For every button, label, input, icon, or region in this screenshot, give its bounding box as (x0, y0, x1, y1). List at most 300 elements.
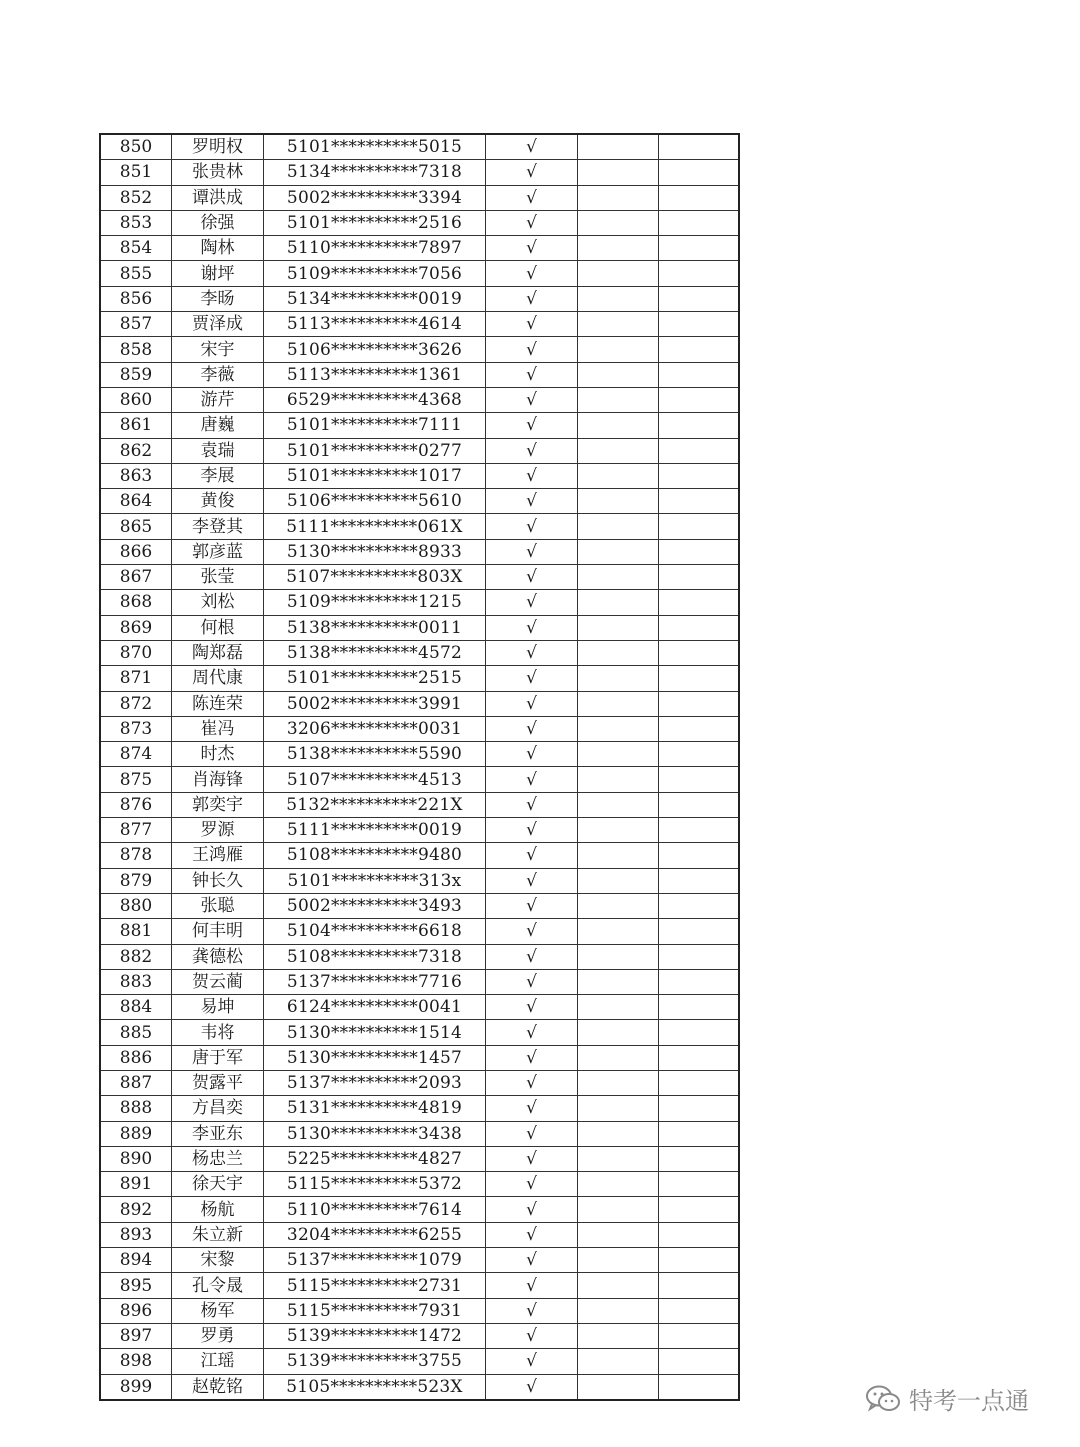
empty-cell (659, 539, 740, 564)
check-mark-cell: √ (486, 1146, 578, 1171)
check-mark-cell: √ (486, 691, 578, 716)
table-row (100, 413, 739, 438)
id-number-cell: 5225**********4827 (264, 1146, 486, 1171)
empty-cell (578, 1020, 659, 1045)
check-mark-cell: √ (486, 742, 578, 767)
id-number-cell: 6529**********4368 (264, 387, 486, 412)
check-mark-cell: √ (486, 1349, 578, 1374)
id-number-cell: 5134**********7318 (264, 160, 486, 185)
empty-cell (578, 1273, 659, 1298)
row-number-cell: 854 (100, 236, 172, 261)
id-number-cell: 5101**********7111 (264, 413, 486, 438)
check-mark-cell: √ (486, 969, 578, 994)
row-number-cell: 886 (100, 1045, 172, 1070)
name-cell: 李薇 (172, 362, 264, 387)
empty-cell (578, 337, 659, 362)
id-number-cell: 5104**********6618 (264, 919, 486, 944)
empty-cell (659, 615, 740, 640)
id-number-cell: 5107**********4513 (264, 767, 486, 792)
row-number-cell: 891 (100, 1172, 172, 1197)
check-mark-cell: √ (486, 514, 578, 539)
empty-cell (659, 261, 740, 286)
name-cell: 黄俊 (172, 489, 264, 514)
name-cell: 江瑶 (172, 1349, 264, 1374)
check-mark-cell: √ (486, 387, 578, 412)
table-row (100, 1121, 739, 1146)
empty-cell (578, 969, 659, 994)
table-row (100, 261, 739, 286)
table-row (100, 1070, 739, 1095)
empty-cell (578, 767, 659, 792)
empty-cell (659, 286, 740, 311)
row-number-cell: 890 (100, 1146, 172, 1171)
check-mark-cell: √ (486, 413, 578, 438)
empty-cell (578, 1045, 659, 1070)
table-row (100, 134, 739, 160)
id-number-cell: 5105**********523X (264, 1374, 486, 1400)
empty-cell (578, 615, 659, 640)
check-mark-cell: √ (486, 362, 578, 387)
id-number-cell: 5138**********0011 (264, 615, 486, 640)
empty-cell (659, 312, 740, 337)
name-cell: 李旸 (172, 286, 264, 311)
row-number-cell: 895 (100, 1273, 172, 1298)
empty-cell (578, 1172, 659, 1197)
empty-cell (578, 565, 659, 590)
id-number-cell: 5130**********1514 (264, 1020, 486, 1045)
row-number-cell: 876 (100, 792, 172, 817)
table-row (100, 1096, 739, 1121)
name-cell: 王鸿雁 (172, 843, 264, 868)
wechat-icon (865, 1384, 901, 1414)
table-row (100, 1323, 739, 1348)
empty-cell (578, 261, 659, 286)
row-number-cell: 880 (100, 893, 172, 918)
check-mark-cell: √ (486, 1020, 578, 1045)
name-cell: 李展 (172, 463, 264, 488)
name-cell: 李登其 (172, 514, 264, 539)
id-number-cell: 5137**********7716 (264, 969, 486, 994)
check-mark-cell: √ (486, 640, 578, 665)
empty-cell (659, 1197, 740, 1222)
roster-body (100, 134, 739, 1400)
id-number-cell: 5109**********7056 (264, 261, 486, 286)
empty-cell (578, 818, 659, 843)
name-cell: 游芹 (172, 387, 264, 412)
row-number-cell: 870 (100, 640, 172, 665)
check-mark-cell: √ (486, 1273, 578, 1298)
name-cell: 李亚东 (172, 1121, 264, 1146)
name-cell: 宋黎 (172, 1248, 264, 1273)
check-mark-cell: √ (486, 767, 578, 792)
name-cell: 贺露平 (172, 1070, 264, 1095)
empty-cell (659, 590, 740, 615)
empty-cell (578, 919, 659, 944)
table-row (100, 666, 739, 691)
empty-cell (659, 1020, 740, 1045)
table-row (100, 742, 739, 767)
watermark (865, 1381, 1029, 1416)
table-row (100, 1197, 739, 1222)
empty-cell (659, 640, 740, 665)
check-mark-cell: √ (486, 1323, 578, 1348)
row-number-cell: 865 (100, 514, 172, 539)
empty-cell (659, 969, 740, 994)
name-cell: 陈连荣 (172, 691, 264, 716)
empty-cell (578, 666, 659, 691)
row-number-cell: 869 (100, 615, 172, 640)
row-number-cell: 889 (100, 1121, 172, 1146)
table-row (100, 818, 739, 843)
name-cell: 张聪 (172, 893, 264, 918)
table-row (100, 843, 739, 868)
row-number-cell: 888 (100, 1096, 172, 1121)
empty-cell (659, 1121, 740, 1146)
table-row (100, 312, 739, 337)
table-row (100, 1020, 739, 1045)
table-row (100, 893, 739, 918)
row-number-cell: 893 (100, 1222, 172, 1247)
row-number-cell: 868 (100, 590, 172, 615)
check-mark-cell: √ (486, 1222, 578, 1247)
empty-cell (659, 1349, 740, 1374)
empty-cell (578, 995, 659, 1020)
empty-cell (659, 742, 740, 767)
empty-cell (578, 1146, 659, 1171)
check-mark-cell: √ (486, 1374, 578, 1400)
name-cell: 贾泽成 (172, 312, 264, 337)
table-row (100, 1248, 739, 1273)
empty-cell (659, 995, 740, 1020)
table-row (100, 716, 739, 741)
table-row (100, 438, 739, 463)
name-cell: 郭奕宇 (172, 792, 264, 817)
row-number-cell: 884 (100, 995, 172, 1020)
id-number-cell: 5002**********3394 (264, 185, 486, 210)
id-number-cell: 5138**********4572 (264, 640, 486, 665)
check-mark-cell: √ (486, 539, 578, 564)
empty-cell (659, 438, 740, 463)
check-mark-cell: √ (486, 666, 578, 691)
id-number-cell: 5137**********1079 (264, 1248, 486, 1273)
empty-cell (659, 1070, 740, 1095)
check-mark-cell: √ (486, 1045, 578, 1070)
empty-cell (659, 362, 740, 387)
table-row (100, 1172, 739, 1197)
table-row (100, 767, 739, 792)
row-number-cell: 878 (100, 843, 172, 868)
table-row (100, 1146, 739, 1171)
table-row (100, 615, 739, 640)
check-mark-cell: √ (486, 1070, 578, 1095)
row-number-cell: 898 (100, 1349, 172, 1374)
name-cell: 钟长久 (172, 868, 264, 893)
name-cell: 张莹 (172, 565, 264, 590)
empty-cell (578, 1070, 659, 1095)
name-cell: 贺云蔺 (172, 969, 264, 994)
empty-cell (578, 792, 659, 817)
empty-cell (659, 818, 740, 843)
name-cell: 崔冯 (172, 716, 264, 741)
name-cell: 刘松 (172, 590, 264, 615)
check-mark-cell: √ (486, 1298, 578, 1323)
name-cell: 时杰 (172, 742, 264, 767)
name-cell: 谢坪 (172, 261, 264, 286)
check-mark-cell: √ (486, 185, 578, 210)
empty-cell (578, 286, 659, 311)
roster-table (99, 133, 740, 1401)
table-row (100, 944, 739, 969)
empty-cell (578, 868, 659, 893)
id-number-cell: 5002**********3991 (264, 691, 486, 716)
empty-cell (659, 1146, 740, 1171)
row-number-cell: 850 (100, 134, 172, 160)
empty-cell (578, 1349, 659, 1374)
empty-cell (659, 1096, 740, 1121)
check-mark-cell: √ (486, 893, 578, 918)
name-cell: 袁瑞 (172, 438, 264, 463)
check-mark-cell: √ (486, 792, 578, 817)
row-number-cell: 883 (100, 969, 172, 994)
row-number-cell: 862 (100, 438, 172, 463)
empty-cell (578, 185, 659, 210)
row-number-cell: 867 (100, 565, 172, 590)
empty-cell (578, 691, 659, 716)
check-mark-cell: √ (486, 1248, 578, 1273)
name-cell: 何丰明 (172, 919, 264, 944)
id-number-cell: 5115**********7931 (264, 1298, 486, 1323)
check-mark-cell: √ (486, 160, 578, 185)
id-number-cell: 5101**********2515 (264, 666, 486, 691)
id-number-cell: 5139**********3755 (264, 1349, 486, 1374)
id-number-cell: 5139**********1472 (264, 1323, 486, 1348)
empty-cell (659, 387, 740, 412)
empty-cell (659, 185, 740, 210)
empty-cell (578, 640, 659, 665)
id-number-cell: 3206**********0031 (264, 716, 486, 741)
row-number-cell: 872 (100, 691, 172, 716)
empty-cell (659, 716, 740, 741)
check-mark-cell: √ (486, 261, 578, 286)
table-row (100, 590, 739, 615)
empty-cell (659, 413, 740, 438)
table-row (100, 565, 739, 590)
empty-cell (578, 539, 659, 564)
row-number-cell: 858 (100, 337, 172, 362)
row-number-cell: 863 (100, 463, 172, 488)
empty-cell (659, 1172, 740, 1197)
table-row (100, 185, 739, 210)
id-number-cell: 5115**********5372 (264, 1172, 486, 1197)
name-cell: 陶林 (172, 236, 264, 261)
name-cell: 唐于军 (172, 1045, 264, 1070)
table-row (100, 337, 739, 362)
name-cell: 朱立新 (172, 1222, 264, 1247)
empty-cell (578, 843, 659, 868)
name-cell: 陶郑磊 (172, 640, 264, 665)
empty-cell (578, 160, 659, 185)
name-cell: 罗明权 (172, 134, 264, 160)
empty-cell (578, 1096, 659, 1121)
name-cell: 谭洪成 (172, 185, 264, 210)
row-number-cell: 887 (100, 1070, 172, 1095)
empty-cell (578, 236, 659, 261)
name-cell: 杨忠兰 (172, 1146, 264, 1171)
id-number-cell: 6124**********0041 (264, 995, 486, 1020)
id-number-cell: 5002**********3493 (264, 893, 486, 918)
check-mark-cell: √ (486, 716, 578, 741)
empty-cell (659, 919, 740, 944)
check-mark-cell: √ (486, 438, 578, 463)
empty-cell (578, 716, 659, 741)
name-cell: 韦将 (172, 1020, 264, 1045)
id-number-cell: 5132**********221X (264, 792, 486, 817)
name-cell: 张贵林 (172, 160, 264, 185)
row-number-cell: 866 (100, 539, 172, 564)
row-number-cell: 861 (100, 413, 172, 438)
table-row (100, 539, 739, 564)
check-mark-cell: √ (486, 1197, 578, 1222)
empty-cell (578, 742, 659, 767)
id-number-cell: 5131**********4819 (264, 1096, 486, 1121)
name-cell: 宋宇 (172, 337, 264, 362)
id-number-cell: 5109**********1215 (264, 590, 486, 615)
name-cell: 肖海锋 (172, 767, 264, 792)
empty-cell (659, 843, 740, 868)
id-number-cell: 5101**********2516 (264, 210, 486, 235)
row-number-cell: 899 (100, 1374, 172, 1400)
empty-cell (659, 1298, 740, 1323)
id-number-cell: 5113**********4614 (264, 312, 486, 337)
id-number-cell: 5108**********7318 (264, 944, 486, 969)
id-number-cell: 5111**********0019 (264, 818, 486, 843)
empty-cell (578, 312, 659, 337)
table-row (100, 160, 739, 185)
table-row (100, 286, 739, 311)
empty-cell (578, 1197, 659, 1222)
table-row (100, 210, 739, 235)
empty-cell (659, 767, 740, 792)
check-mark-cell: √ (486, 134, 578, 160)
table-row (100, 514, 739, 539)
id-number-cell: 5101**********5015 (264, 134, 486, 160)
check-mark-cell: √ (486, 818, 578, 843)
id-number-cell: 5137**********2093 (264, 1070, 486, 1095)
name-cell: 杨军 (172, 1298, 264, 1323)
table-row (100, 489, 739, 514)
name-cell: 赵乾铭 (172, 1374, 264, 1400)
empty-cell (578, 893, 659, 918)
check-mark-cell: √ (486, 463, 578, 488)
table-row (100, 1349, 739, 1374)
table-row (100, 362, 739, 387)
table-row (100, 691, 739, 716)
table-row (100, 995, 739, 1020)
empty-cell (578, 1374, 659, 1400)
row-number-cell: 856 (100, 286, 172, 311)
empty-cell (659, 463, 740, 488)
row-number-cell: 860 (100, 387, 172, 412)
row-number-cell: 874 (100, 742, 172, 767)
id-number-cell: 3204**********6255 (264, 1222, 486, 1247)
row-number-cell: 877 (100, 818, 172, 843)
table-row (100, 969, 739, 994)
empty-cell (659, 1323, 740, 1348)
name-cell: 龚德松 (172, 944, 264, 969)
row-number-cell: 857 (100, 312, 172, 337)
row-number-cell: 894 (100, 1248, 172, 1273)
empty-cell (659, 1273, 740, 1298)
table-row (100, 1298, 739, 1323)
row-number-cell: 853 (100, 210, 172, 235)
id-number-cell: 5130**********8933 (264, 539, 486, 564)
check-mark-cell: √ (486, 489, 578, 514)
empty-cell (659, 893, 740, 918)
empty-cell (578, 944, 659, 969)
empty-cell (659, 514, 740, 539)
id-number-cell: 5106**********3626 (264, 337, 486, 362)
check-mark-cell: √ (486, 312, 578, 337)
check-mark-cell: √ (486, 236, 578, 261)
empty-cell (659, 565, 740, 590)
name-cell: 何根 (172, 615, 264, 640)
name-cell: 杨航 (172, 1197, 264, 1222)
id-number-cell: 5101**********313x (264, 868, 486, 893)
id-number-cell: 5130**********1457 (264, 1045, 486, 1070)
empty-cell (578, 463, 659, 488)
table-row (100, 919, 739, 944)
name-cell: 罗勇 (172, 1323, 264, 1348)
name-cell: 易坤 (172, 995, 264, 1020)
id-number-cell: 5111**********061X (264, 514, 486, 539)
name-cell: 孔令晟 (172, 1273, 264, 1298)
empty-cell (578, 489, 659, 514)
name-cell: 唐巍 (172, 413, 264, 438)
table-row (100, 1273, 739, 1298)
check-mark-cell: √ (486, 1096, 578, 1121)
empty-cell (659, 666, 740, 691)
empty-cell (578, 1248, 659, 1273)
empty-cell (578, 1298, 659, 1323)
empty-cell (578, 590, 659, 615)
check-mark-cell: √ (486, 944, 578, 969)
name-cell: 罗源 (172, 818, 264, 843)
empty-cell (659, 944, 740, 969)
empty-cell (659, 337, 740, 362)
check-mark-cell: √ (486, 1172, 578, 1197)
id-number-cell: 5110**********7897 (264, 236, 486, 261)
table-row (100, 640, 739, 665)
empty-cell (659, 792, 740, 817)
table-row (100, 792, 739, 817)
table-row (100, 236, 739, 261)
id-number-cell: 5101**********0277 (264, 438, 486, 463)
row-number-cell: 864 (100, 489, 172, 514)
name-cell: 周代康 (172, 666, 264, 691)
check-mark-cell: √ (486, 843, 578, 868)
row-number-cell: 896 (100, 1298, 172, 1323)
row-number-cell: 871 (100, 666, 172, 691)
empty-cell (659, 1045, 740, 1070)
empty-cell (659, 134, 740, 160)
empty-cell (578, 134, 659, 160)
table-row (100, 1374, 739, 1400)
check-mark-cell: √ (486, 615, 578, 640)
id-number-cell: 5101**********1017 (264, 463, 486, 488)
empty-cell (578, 1222, 659, 1247)
name-cell: 郭彦蓝 (172, 539, 264, 564)
row-number-cell: 855 (100, 261, 172, 286)
